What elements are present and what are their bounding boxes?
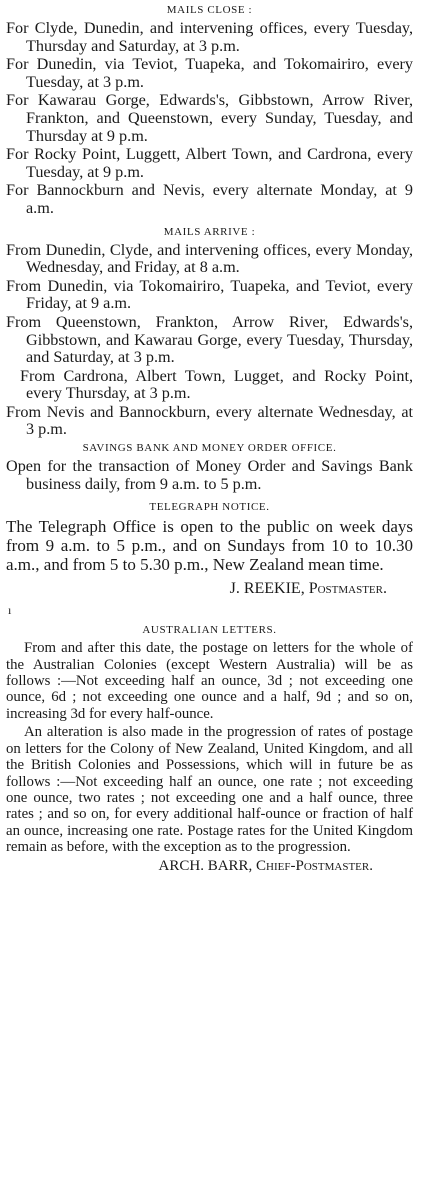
- list-item: For Clyde, Dunedin, and intervening offices, every Tuesday, Thursday and Saturday, at 3 p.m.: [6, 19, 413, 55]
- list-item: From Dunedin, via Tokomairiro, Tuapeka, and Teviot, every Friday, at 9 a.m.: [6, 276, 413, 313]
- list-item: For Dunedin, via Teviot, Tuapeka, and Tokomairiro, every Tuesday, at 3 p.m.: [6, 55, 413, 91]
- mails-close-heading: MAILS CLOSE :: [166, 4, 253, 16]
- list-item: For Bannockburn and Nevis, every alternate Monday, at 9 a.m.: [6, 181, 413, 217]
- mails-close-list: [6, 20, 413, 218]
- separator-mark: ı: [8, 603, 12, 618]
- savings-body: Open for the transaction of Money Order and Savings Bank business daily, from 9 a.m. to 5 p.m.: [6, 457, 413, 493]
- australian-para-2: An alteration is also made in the progression of rates of postage on letters for the Colony of New Zealand, United Kingdom, and all the British Colonies and Possessions, which will in future be as follows :—Not exceeding half an ounce, one rate ; not exceeding one ounce, two rates ; not exceeding one and a half ounce, three rates ; and so on, for every additional half-ounce or fraction of half an ounce, increasing one rate. Postage rates for the United Kingdom remain as before, with the exception as to the progression.: [6, 724, 413, 856]
- telegraph-heading: TELEGRAPH NOTICE.: [149, 501, 270, 514]
- mails-arrive-list: [6, 242, 413, 440]
- australian-para-1: From and after this date, the postage on letters for the whole of the Australian Colonies (except Western Australia) will be as follows :—Not exceeding half an ounce, 3d ; not exceeding one ounce, 6d ; not exceeding one ounce and a half, 9d ; and so on, increasing 3d for every half-ounce.: [6, 640, 413, 722]
- list-item: For Kawarau Gorge, Edwards's, Gibbstown, Arrow River, Frankton, and Queenstown, every Sunday, Tuesday, and Thursday at 9 p.m.: [6, 91, 413, 145]
- list-item: From Dunedin, Clyde, and intervening offices, every Monday, Wednesday, and Friday, at 8 a.m.: [6, 240, 413, 277]
- telegraph-body: The Telegraph Office is open to the public on week days from 9 a.m. to 5 p.m., and on Sundays from 10 to 10.30 a.m., and from 5 to 5.30 p.m., New Zealand mean time.: [6, 517, 413, 575]
- savings-heading: SAVINGS BANK AND MONEY ORDER OFFICE.: [82, 442, 337, 455]
- list-item: From Cardrona, Albert Town, Lugget, and Rocky Point, every Thursday, at 3 p.m.: [20, 366, 413, 403]
- chief-postmaster-signature: ARCH. BARR, Chief-Postmaster.: [158, 857, 373, 874]
- mails-arrive-heading: MAILS ARRIVE :: [163, 225, 256, 238]
- postmaster-signature: J. REEKIE, Postmaster.: [229, 580, 387, 598]
- list-item: From Queenstown, Frankton, Arrow River, Edwards's, Gibbstown, and Kawarau Gorge, every Tuesday, Thursday, and Saturday, at 3 p.m.: [6, 312, 413, 367]
- list-item: From Nevis and Bannockburn, every alternate Wednesday, at 3 p.m.: [6, 402, 413, 439]
- list-item: For Rocky Point, Luggett, Albert Town, and Cardrona, every Tuesday, at 9 p.m.: [6, 145, 413, 181]
- australian-heading: AUSTRALIAN LETTERS.: [142, 624, 277, 637]
